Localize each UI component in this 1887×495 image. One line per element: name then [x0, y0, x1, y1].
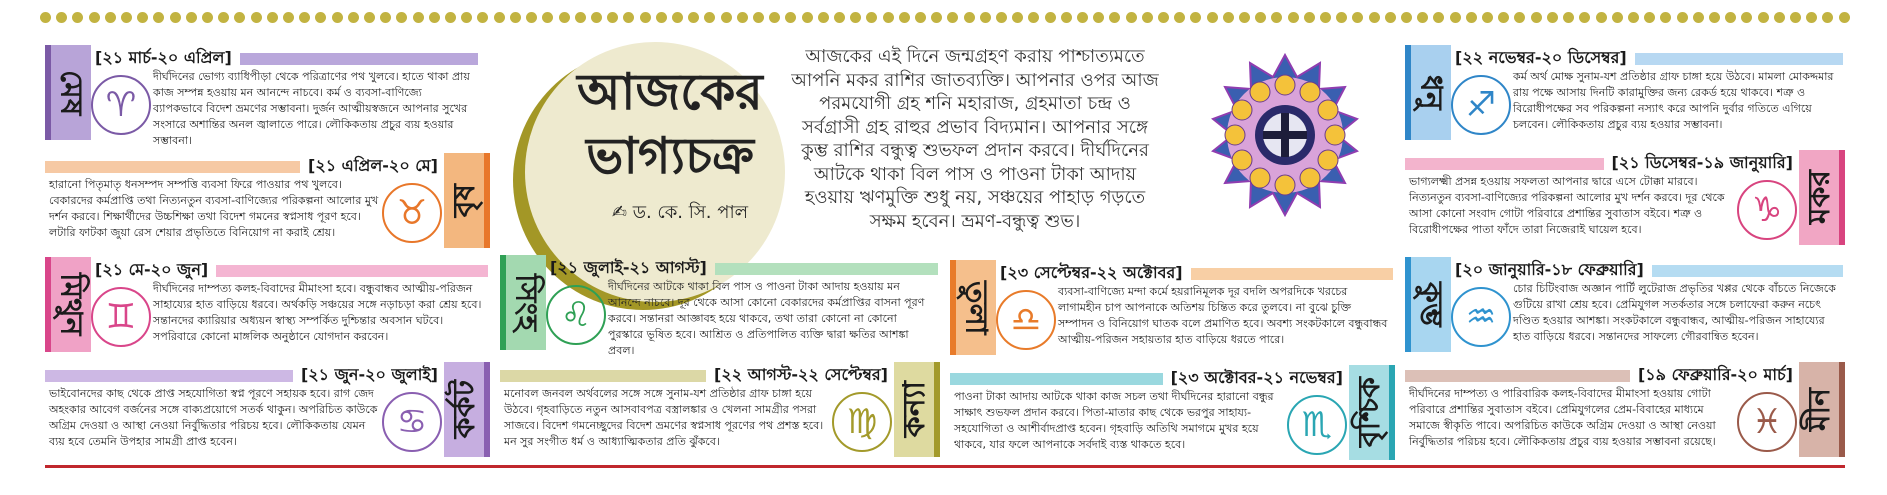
date-range-row: [45, 362, 438, 389]
horoscope-text: চোর চিটিংবাজ অজ্ঞান পার্টি লুটেরাজ প্রভৃতির খপ্পর থেকে বাঁচতে নিজেকে গুটিয়ে রাখা শ্রেয় হবে। প্রেমিযুগল সতর্কতার সঙ্গে চলাফেরা করুন নচেৎ দণ্ডিত হওয়ার আশঙ্কা। সংকটকালে বন্ধুবান্ধব, আত্মীয়-পরিজন সাহায্যের হাত বাড়িয়ে ধরবে। সন্তানদের সাফল্যে গৌরবান্বিত হবেন।: [1513, 282, 1836, 343]
border-dot: [1174, 12, 1185, 23]
border-dot: [704, 12, 715, 23]
horoscope-panel: [1405, 257, 1845, 357]
accent-bar: [1405, 370, 1630, 382]
border-dot: [1482, 12, 1493, 23]
border-dot: [1288, 12, 1299, 23]
page-title: আজকের ভাগ্যচক্র: [577, 63, 763, 185]
border-dot: [802, 12, 813, 23]
border-dot: [1142, 12, 1153, 23]
border-dot: [1498, 12, 1509, 23]
sign-name: ধনু: [1413, 75, 1449, 110]
horoscope-text: দীর্ঘদিনের দাম্পত্য ও পারিবারিক কলহ-বিবাদের মীমাংসা হওয়ায় গোটা পরিবারে প্রশান্তির সুবাতাস বইবে। প্রেমিযুগলের প্রেম-বিবাহের মাধ্যমে সমাজে স্বীকৃতি পাবে। অপরিচিত কাউকে অগ্রিম দেওয়া ও আস্থা নেওয়া নির্বুদ্ধিতার পরিচয় হবে। লৌকিকতায় প্রচুর ব্যয় হওয়ার সম্ভাবনা রয়েছে।: [1409, 387, 1716, 448]
sign-name: সিংহ: [508, 273, 544, 332]
dotted-border: [40, 12, 1850, 28]
border-dot: [202, 12, 213, 23]
taurus-bull-icon: ♉: [382, 183, 442, 243]
date-range: [২২ নভেম্বর-২০ ডিসেম্বর]: [1455, 48, 1627, 67]
border-dot: [396, 12, 407, 23]
horoscope-text: দীর্ঘদিনের দাম্পত্য কলহ-বিবাদের মীমাংসা হবে। বন্ধুবান্ধব আত্মীয়-পরিজন সাহায্যের হাত বাড়িয়ে ধরবে। অর্থকড়ি সঞ্চয়ের সঙ্গে নড়াচড়া করা শ্রেয় হবে। সন্তানদের ক্যারিয়ার অধ্যয়ন স্বাস্থ্য সম্পর্কিত দুশ্চিন্তার অবসান ঘটবে। সপরিবারে কোনো মাঙ্গলিক অনুষ্ঠানে যোগদান করবেন।: [153, 282, 482, 343]
border-dot: [721, 12, 732, 23]
libra-scales-icon: ♎: [996, 290, 1056, 350]
border-dot: [575, 12, 586, 23]
date-range-row: [95, 257, 488, 284]
border-dot: [218, 12, 229, 23]
horoscope-text: হারানো পিতৃমাতৃ ধনসম্পদ সম্পত্তি ব্যবসা ফিরে পাওয়ার পথ খুলবে। বেকারদের কর্মপ্রাপ্তি তথা নিত্যনতুন ব্যবসা-বাণিজ্যের পরিকল্পনা আলোর মুখ দর্শন করবে। শিক্ষার্থীদের উচ্চশিক্ষা তথা বিদেশ গমনের স্বপ্নসাধ পূরণ হবে। লটারি ফাটকা জুয়া রেস শেয়ার প্রভৃতিতে বিনিয়োগ না করাই শ্রেয়।: [49, 178, 379, 239]
sign-name: মেষ: [53, 69, 89, 116]
border-dot: [947, 12, 958, 23]
date-range-row: [1455, 257, 1843, 284]
date-range-row: [95, 45, 478, 72]
border-dot: [1628, 12, 1639, 23]
border-dot: [315, 12, 326, 23]
author-name: ড. কে. সি. পাল: [632, 202, 749, 223]
border-dot: [364, 12, 375, 23]
border-dot: [494, 12, 505, 23]
border-dot: [121, 12, 132, 23]
horoscope-text: ভাইবোনদের কাছ থেকে প্রাপ্ত সহযোগিতা স্বপ্ন পূরণে সহায়ক হবে। রাগ জেদ অহংকার আবেগ বর্জনের সঙ্গে বাক্যপ্রয়োগে সতর্ক থাকুন। অপরিচিত কাউকে অগ্রিম দেওয়া ও আস্থা নেওয়া নির্বুদ্ধিতার পরিচয় হবে। লৌকিকতায় যেমন ব্যয় হবে তেমনি উপহার সামগ্রী প্রাপ্ত হবেন।: [49, 387, 378, 448]
border-dot: [1093, 12, 1104, 23]
date-range-row: [500, 362, 888, 389]
sign-name: বৃশ্চিক: [1351, 377, 1387, 448]
border-dot: [672, 12, 683, 23]
border-dot: [1304, 12, 1315, 23]
border-dot: [477, 12, 488, 23]
border-dot: [1239, 12, 1250, 23]
border-dot: [72, 12, 83, 23]
border-dot: [1255, 12, 1266, 23]
border-dot: [1693, 12, 1704, 23]
border-dot: [1028, 12, 1039, 23]
horoscope-text: মনোবল জনবল অর্থবলের সঙ্গে সঙ্গে সুনাম-যশ প্রতিষ্ঠার গ্রাফ চাঙ্গা হয়ে উঠবে। গৃহবাড়িতে নতুন আসবাবপত্র বস্ত্রালঙ্কার ও খেলনা সামগ্রীর পসরা সাজবে। বিদেশ গমনেচ্ছুদের বিদেশ ভ্রমণের স্বপ্নসাধ পূরণের পথ প্রশস্ত হবে। মন সুর সংগীত ধর্ম ও আধ্যাত্মিকতার প্রতি ঝুঁকবে।: [504, 387, 824, 448]
author-line: [580, 198, 780, 229]
border-dot: [283, 12, 294, 23]
border-dot: [1401, 12, 1412, 23]
border-dot: [1369, 12, 1380, 23]
horoscope-panel: [950, 260, 1395, 360]
horoscope-panel: [1405, 150, 1845, 250]
sign-name: তুলা: [958, 280, 994, 335]
accent-bar: [1635, 53, 1843, 65]
sign-name: কুম্ভ: [1413, 282, 1449, 327]
border-dot: [380, 12, 391, 23]
capricorn-goat-icon: ♑: [1737, 180, 1797, 240]
border-dot: [56, 12, 67, 23]
horoscope-panel: [500, 362, 940, 462]
horoscope-panel: [45, 45, 480, 145]
accent-bar: [1652, 265, 1843, 277]
aquarius-water-bearer-icon: ♒: [1451, 287, 1511, 347]
border-dot: [1547, 12, 1558, 23]
border-dot: [429, 12, 440, 23]
date-range: [২২ আগস্ট-২২ সেপ্টেম্বর]: [714, 365, 888, 384]
accent-bar: [1405, 158, 1604, 170]
date-range: [২১ মার্চ-২০ এপ্রিল]: [95, 48, 232, 67]
border-dot: [1336, 12, 1347, 23]
border-dot: [1417, 12, 1428, 23]
sign-name-tab: [1405, 45, 1451, 140]
border-dot: [1596, 12, 1607, 23]
border-dot: [1450, 12, 1461, 23]
border-dot: [931, 12, 942, 23]
border-dot: [89, 12, 100, 23]
date-range: [২১ জুলাই-২১ আগস্ট]: [550, 258, 707, 277]
date-range: [২০ জানুয়ারি-১৮ ফেব্রুয়ারি]: [1455, 260, 1644, 279]
border-dot: [964, 12, 975, 23]
sign-name-tab: [45, 257, 91, 352]
sign-name-tab: [444, 153, 490, 248]
accent-bar: [500, 370, 706, 382]
border-dot: [1677, 12, 1688, 23]
border-dot: [980, 12, 991, 23]
pisces-fish-icon: ♓: [1737, 392, 1797, 452]
sign-name-tab: [500, 255, 546, 350]
border-dot: [591, 12, 602, 23]
sign-name-tab: [45, 45, 91, 140]
cancer-crab-icon: ♋: [382, 392, 442, 452]
pen-icon: ✍: [611, 202, 627, 223]
border-dot: [1741, 12, 1752, 23]
border-dot: [996, 12, 1007, 23]
sign-name: মিথুন: [53, 273, 89, 336]
scorpio-scorpion-icon: ♏: [1287, 395, 1347, 455]
border-dot: [1790, 12, 1801, 23]
border-dot: [1579, 12, 1590, 23]
border-dot: [1774, 12, 1785, 23]
sign-name-tab: [1799, 150, 1845, 245]
sagittarius-archer-icon: ♐: [1451, 75, 1511, 135]
sign-name: বৃষ: [446, 183, 482, 218]
border-dot: [1822, 12, 1833, 23]
border-dot: [915, 12, 926, 23]
border-dot: [753, 12, 764, 23]
horoscope-text: ভাগ্যলক্ষ্মী প্রসন্ন হওয়ায় সফলতা আপনার দ্বারে এসে টোক্কা মারবে। নিত্যনতুন ব্যবসা-বাণিজ্যের পরিকল্পনা আলোর মুখ দর্শন করবে। দূর থেকে আসা কোনো সংবাদ গোটা পরিবারে প্রশান্তির সুবাতাস বইবে। শত্রু ও বিরোধীপক্ষের পাতা ফাঁদে তারা নিজেরাই ঘায়েল হবে।: [1409, 175, 1725, 236]
border-dot: [1012, 12, 1023, 23]
sign-name-tab: [1349, 365, 1395, 460]
border-dot: [137, 12, 148, 23]
border-dot: [1709, 12, 1720, 23]
border-dot: [1806, 12, 1817, 23]
border-dot: [818, 12, 829, 23]
border-dot: [1352, 12, 1363, 23]
border-dot: [688, 12, 699, 23]
border-dot: [559, 12, 570, 23]
date-range: [২৩ সেপ্টেম্বর-২২ অক্টোবর]: [1000, 263, 1183, 282]
border-dot: [640, 12, 651, 23]
sign-name: কন্যা: [896, 381, 932, 438]
border-dot: [1563, 12, 1574, 23]
sign-name-tab: [1799, 362, 1845, 457]
date-range: [২১ জুন-২০ জুলাই]: [300, 365, 438, 384]
border-dot: [251, 12, 262, 23]
border-dot: [785, 12, 796, 23]
border-dot: [1758, 12, 1769, 23]
border-dot: [1077, 12, 1088, 23]
sign-name-tab: [1405, 257, 1451, 352]
border-dot: [623, 12, 634, 23]
date-range-row: [1405, 150, 1793, 177]
border-dot: [542, 12, 553, 23]
border-dot: [153, 12, 164, 23]
date-range-row: [1000, 260, 1393, 287]
border-dot: [1320, 12, 1331, 23]
border-dot: [461, 12, 472, 23]
border-dot: [1061, 12, 1072, 23]
border-dot: [526, 12, 537, 23]
border-dot: [1045, 12, 1056, 23]
border-dot: [348, 12, 359, 23]
border-dot: [332, 12, 343, 23]
border-dot: [1271, 12, 1282, 23]
horoscope-panel: [1405, 45, 1845, 145]
border-dot: [607, 12, 618, 23]
date-range: [১৯ ফেব্রুয়ারি-২০ মার্চ]: [1637, 365, 1793, 384]
border-dot: [1207, 12, 1218, 23]
border-dot: [1644, 12, 1655, 23]
accent-bar: [715, 263, 938, 275]
sign-name: মীন: [1801, 387, 1837, 432]
border-dot: [1612, 12, 1623, 23]
border-dot: [1725, 12, 1736, 23]
border-dot: [834, 12, 845, 23]
accent-bar: [45, 161, 300, 173]
border-dot: [1158, 12, 1169, 23]
horoscope-panel: [45, 362, 490, 462]
aries-ram-icon: ♈: [91, 75, 151, 135]
sign-name: কর্কট: [446, 380, 482, 439]
horoscope-text: পাওনা টাকা আদায় আটকে থাকা কাজ সচল তথা দীর্ঘদিনের হারানো বন্ধুর সাক্ষাৎ শুভফল প্রদান করবে। পিতা-মাতার কাছ থেকে ভরপুর সাহায্য-সহযোগিতা ও আশীর্বাদপ্রাপ্ত হবেন। গৃহবাড়ি অতিথি সমাগমে মুখর হয়ে থাকবে, যার ফলে আপনাকে সর্বদাই ব্যস্ত থাকতে হবে।: [954, 390, 1274, 451]
horoscope-panel: [1405, 362, 1845, 462]
horoscope-panel: [45, 153, 490, 253]
horoscope-text: ব্যবসা-বাণিজ্যে মন্দা কর্মে হয়রানিমূলক দূর বদলি অপরদিকে খরচের লাগামহীন চাপ আপনাকে অতিশয় চিন্তিত করে তুলবে। না বুঝে চুক্তি সম্পাদন ও বিনিয়োগ ঘাতক বলে প্রমাণিত হবে। অবশ্য সংকটকালে বন্ধুবান্ধব আত্মীয়-পরিজন সহায়তার হাত বাড়িয়ে ধরতে পারে।: [1058, 285, 1388, 346]
date-range-row: [1455, 45, 1843, 72]
horoscope-text: দীর্ঘদিনের ভোগ্য ব্যাধিপীড়া থেকে পরিত্রাণের পথ খুলবে। হাতে থাকা প্রায় কাজ সম্পন্ন হওয়ায় মন আনন্দে নাচবে। কর্ম ও ব্যবসা-বাণিজ্যে ব্যাপকভাবে বিদেশ ভ্রমণের সম্ভাবনা। দুর্জন আত্মীয়স্বজনে আপনার সুখের সংসারে অশান্তির অনল জ্বালাতে পারে। লৌকিকতায় প্রচুর ব্যয় হওয়ার সম্ভাবনা।: [153, 70, 470, 147]
border-dot: [1190, 12, 1201, 23]
border-dot: [1839, 12, 1850, 23]
date-range: [২১ এপ্রিল-২০ মে]: [308, 156, 438, 175]
horoscope-panel: [45, 257, 490, 357]
border-dot: [413, 12, 424, 23]
horoscope-panel: [950, 365, 1395, 465]
accent-bar: [950, 373, 1163, 385]
border-dot: [899, 12, 910, 23]
border-dot: [737, 12, 748, 23]
border-dot: [1660, 12, 1671, 23]
horoscope-text: কর্ম অর্থ মোক্ষ সুনাম-যশ প্রতিষ্ঠার গ্রাফ চাঙ্গা হয়ে উঠবে। মামলা মোকদ্দমার রায় পক্ষে আসায় দিনটি কারামুক্তির জন্য রেকর্ড হয়ে থাকবে। শত্রু ও বিরোধীপক্ষের সব পরিকল্পনা নস্যাৎ করে আপনি দুর্বার গতিতে এগিয়ে চলবেন। লৌকিকতায় প্রচুর ব্যয় হওয়ার সম্ভাবনা।: [1513, 70, 1834, 131]
virgo-maiden-icon: ♍: [832, 392, 892, 452]
sign-name-tab: [894, 362, 940, 457]
accent-bar: [1191, 268, 1393, 280]
date-range-row: [550, 255, 938, 282]
border-dot: [1126, 12, 1137, 23]
border-dot: [267, 12, 278, 23]
date-range-row: [1405, 362, 1793, 389]
border-dot: [510, 12, 521, 23]
border-dot: [105, 12, 116, 23]
sign-name-tab: [950, 260, 996, 355]
leo-lion-icon: ♌: [546, 285, 606, 345]
border-dot: [445, 12, 456, 23]
border-dot: [1466, 12, 1477, 23]
accent-bar: [216, 265, 488, 277]
gemini-twins-icon: ♊: [91, 287, 151, 347]
border-dot: [656, 12, 667, 23]
border-dot: [1223, 12, 1234, 23]
border-dot: [883, 12, 894, 23]
border-dot: [40, 12, 51, 23]
border-dot: [186, 12, 197, 23]
date-range: [২১ মে-২০ জুন]: [95, 260, 209, 279]
sign-name: মকর: [1801, 170, 1837, 225]
border-dot: [299, 12, 310, 23]
border-dot: [1109, 12, 1120, 23]
border-dot: [866, 12, 877, 23]
accent-bar: [240, 53, 478, 65]
intro-text: আজকের এই দিনে জন্মগ্রহণ করায় পাশ্চাত্যমতে আপনি মকর রাশির জাতব্যক্তি। আপনার ওপর আজ পরমযোগী গ্রহ শনি মহারাজ, গ্রহমাতা চন্দ্র ও সর্বগ্রাসী গ্রহ রাহুর প্রভাব বিদ্যমান। আপনার সঙ্গে কুম্ভ রাশির বন্ধুত্ব শুভফল প্রদান করবে। দীর্ঘদিনের আটকে থাকা বিল পাস ও পাওনা টাকা আদায় হওয়ায় ঋণমুক্তি শুধু নয়, সঞ্চয়ের পাহাড় গড়তে সক্ষম হবেন। ভ্রমণ-বন্ধুত্ব শুভ।: [791, 46, 1159, 232]
border-dot: [170, 12, 181, 23]
border-dot: [1514, 12, 1525, 23]
horoscope-panel: [500, 255, 940, 355]
border-dot: [1433, 12, 1444, 23]
border-dot: [234, 12, 245, 23]
accent-bar: [45, 370, 293, 382]
border-dot: [1531, 12, 1542, 23]
border-dot: [1385, 12, 1396, 23]
date-range-row: [45, 153, 438, 180]
border-dot: [769, 12, 780, 23]
border-dot: [850, 12, 861, 23]
date-range: [২৩ অক্টোবর-২১ নভেম্বর]: [1170, 368, 1343, 387]
sign-name-tab: [444, 362, 490, 457]
zodiac-wheel-icon: [1205, 55, 1365, 215]
date-range-row: [950, 365, 1343, 392]
bottom-rule: [45, 465, 1845, 468]
horoscope-text: দীর্ঘদিনের আটকে থাকা বিল পাস ও পাওনা টাকা আদায় হওয়ায় মন আনন্দে নাচবে। দূর থেকে আসা কোনো বেকারদের কর্মপ্রাপ্তির বাসনা পূরণ করবে। সন্তানরা আজ্ঞাবহ হয়ে থাকবে, তথা তারা কোনো না কোনো পুরস্কারে ভূষিত হবে। আশ্রিত ও প্রতিপালিত ব্যক্তি দ্বারা ক্ষতির আশঙ্কা প্রবল।: [608, 280, 925, 357]
date-range: [২১ ডিসেম্বর-১৯ জানুয়ারি]: [1611, 153, 1793, 172]
